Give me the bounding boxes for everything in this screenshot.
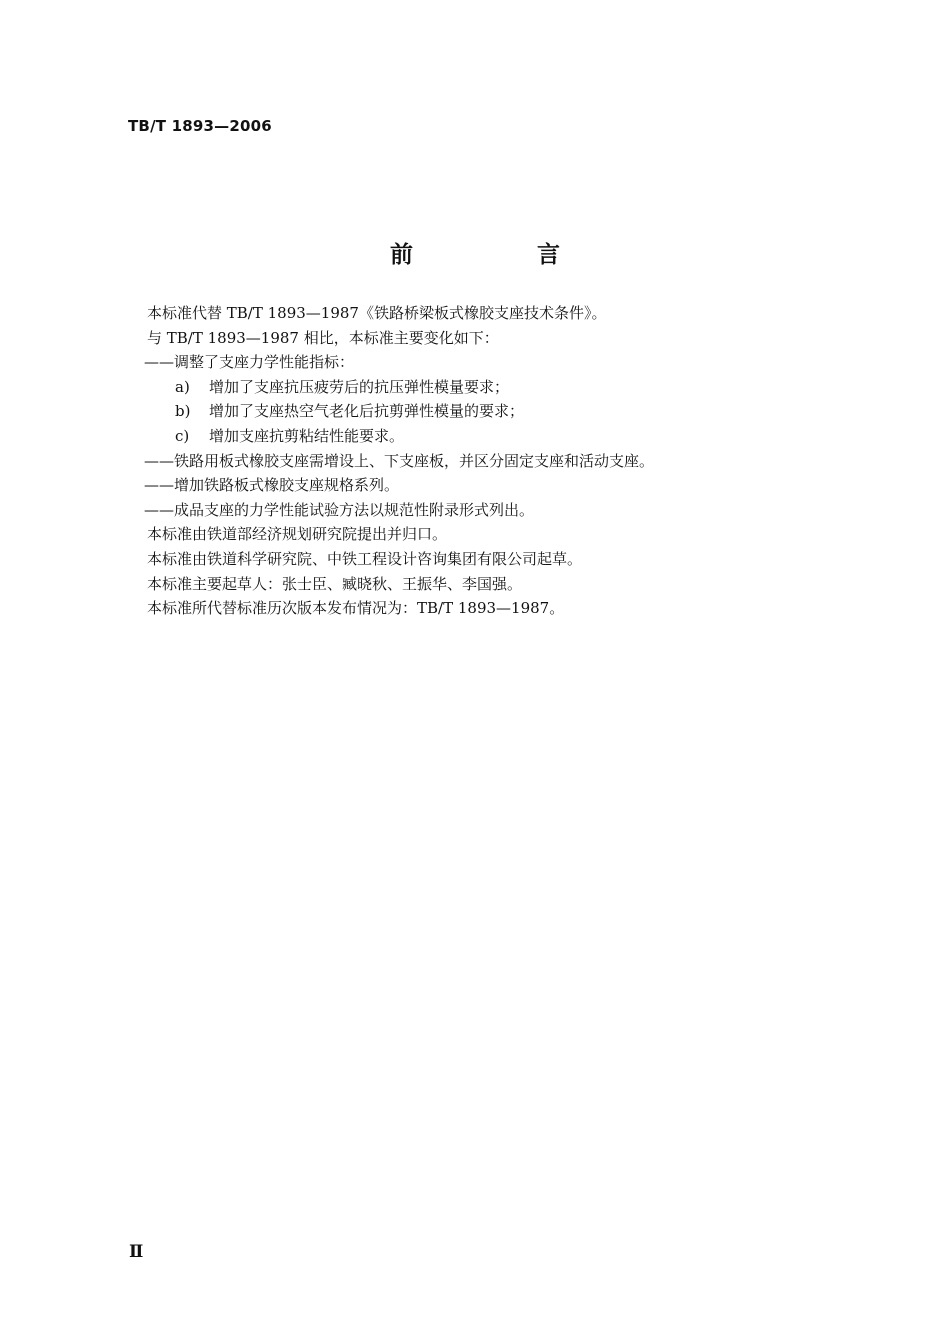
- change-subitem: [147, 424, 847, 449]
- subitem-text: 增加了支座热空气老化后抗剪弹性模量的要求；: [209, 402, 525, 421]
- paragraph-line: 本标准由铁道部经济规划研究院提出并归口。: [147, 525, 448, 544]
- page-title: 前 言: [389, 242, 618, 268]
- change-item: ——成品支座的力学性能试验方法以规范性附录形式列出。: [144, 500, 535, 519]
- change-item: ——铁路用板式橡胶支座需增设上、下支座板，并区分固定支座和活动支座。: [144, 451, 655, 470]
- change-item: ——调整了支座力学性能指标：: [144, 353, 355, 372]
- paragraph-line: 本标准由铁道科学研究院、中铁工程设计咨询集团有限公司起草。: [147, 549, 583, 568]
- subitem-marker: a): [175, 377, 190, 396]
- subitem-marker: c): [175, 426, 190, 445]
- subitem-text: 增加了支座抗压疲劳后的抗压弹性模量要求；: [209, 377, 510, 396]
- paragraph-line: 本标准代替 TB/T 1893—1987《铁路桥梁板式橡胶支座技术条件》。: [147, 304, 607, 322]
- paragraph-line: 本标准所代替标准历次版本发布情况为：TB/T 1893—1987。: [147, 599, 565, 618]
- change-item: ——增加铁路板式橡胶支座规格系列。: [144, 476, 400, 495]
- paragraph-line: 与 TB/T 1893—1987 相比，本标准主要变化如下：: [147, 328, 499, 347]
- preface-body: [144, 301, 847, 621]
- subitem-marker: b): [175, 402, 191, 421]
- page-number: Ⅱ: [129, 1242, 144, 1262]
- paragraph-line: 本标准主要起草人：张士臣、臧晓秋、王振华、李国强。: [147, 574, 523, 593]
- subitem-text: 增加支座抗剪粘结性能要求。: [209, 426, 405, 445]
- change-subitem: [147, 399, 847, 424]
- standard-code-header: TB/T 1893—2006: [128, 117, 272, 135]
- change-subitem: [147, 375, 847, 400]
